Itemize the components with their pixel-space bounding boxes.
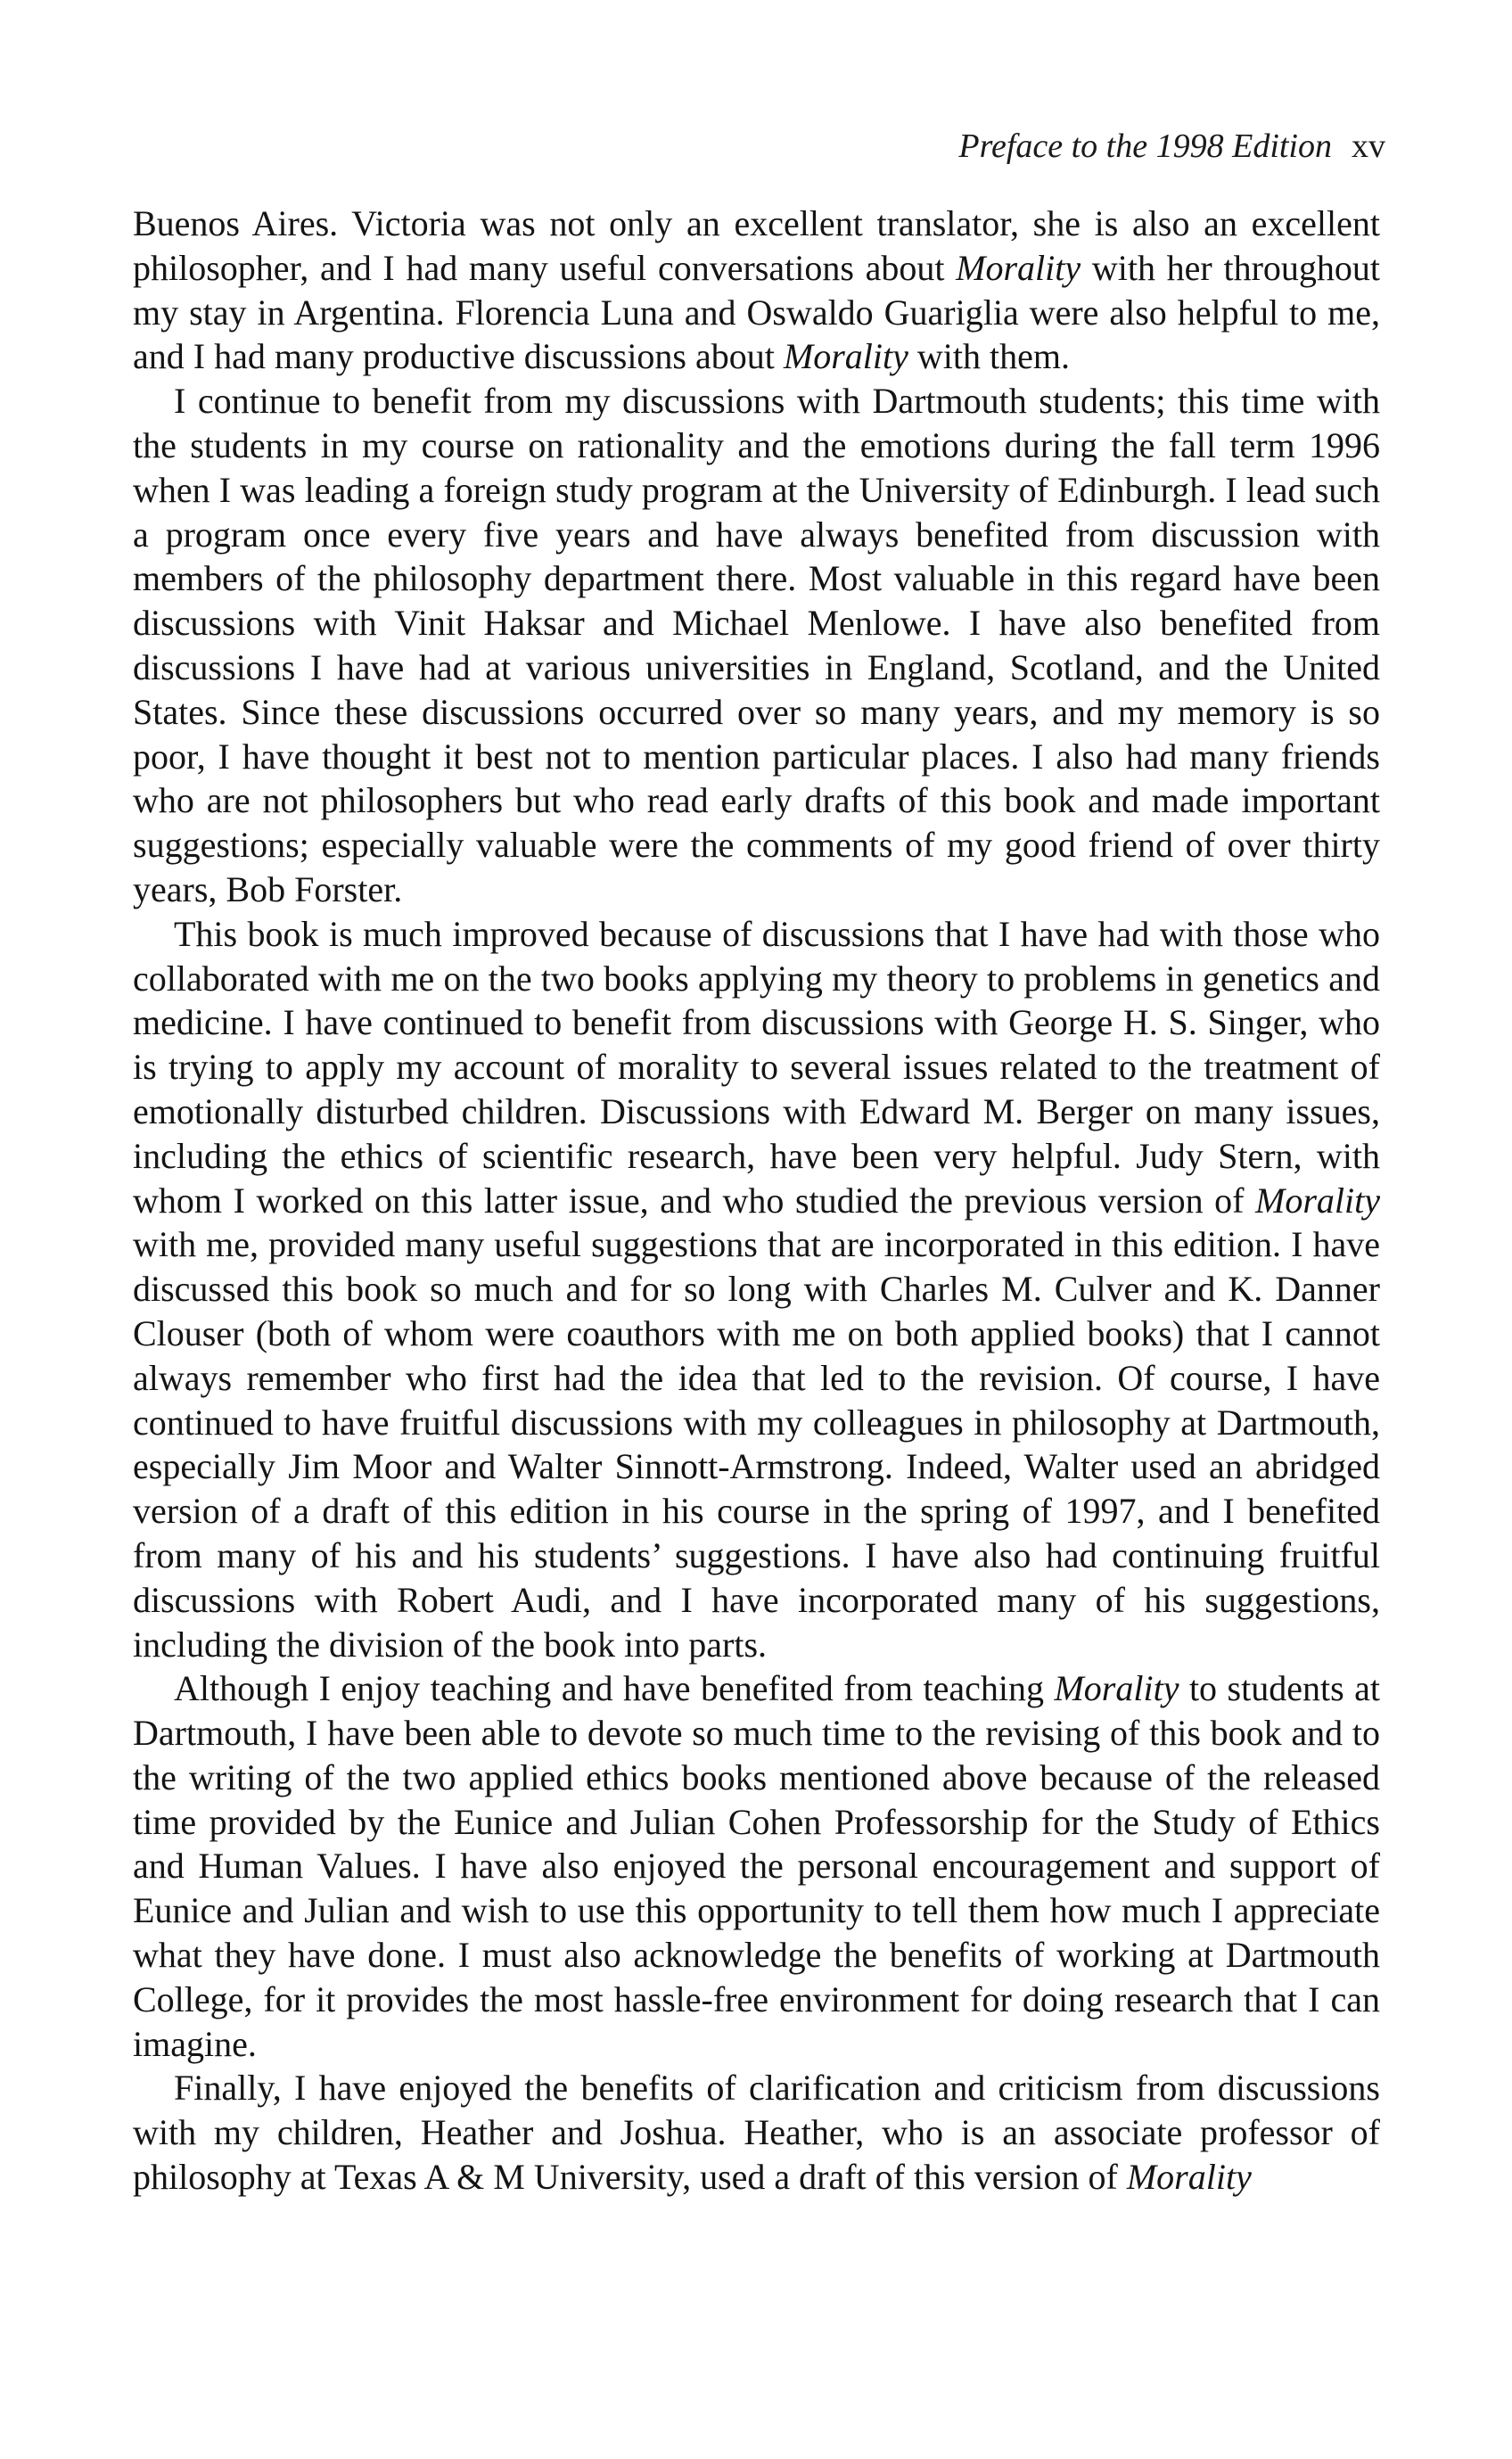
italic-title: Morality [1255,1180,1380,1221]
text-run: to students at Dartmouth, I have been able to devote so much time to the revising of this book and to the writing of the two applied ethics books mentioned above because of the released time provided by the Eunice and Julian Cohen Professorship for the Study of Ethics and Human Values. I have also enjoyed the personal encouragement and support of Eunice and Julian and wish to use this opportunity to tell them how much I appreciate what they have done. I must also acknowledge the benefits of working at Dartmouth College, for it provides the most hassle-free environment for doing research that I can imagine. [133,1668,1380,2064]
body-text [133,201,1380,2200]
paragraph [133,379,1380,912]
text-run: This book is much improved because of discussions that I have had with those who collaborated with me on the two books applying my theory to problems in genetics and medicine. I have continued to benefit from discussions with George H. S. Singer, who is trying to apply my account of morality to several issues related to the treatment of emotionally disturbed children. Discussions with Edward M. Berger on many issues, including the ethics of scientific research, have been very helpful. Judy Stern, with whom I worked on this latter issue, and who studied the previous version of [133,913,1380,1221]
running-head [958,127,1385,166]
italic-title: Morality [956,247,1081,288]
paragraph [133,1666,1380,2066]
text-run: Finally, I have enjoyed the benefits of clarification and criticism from discussions with my children, Heather and Joshua. Heather, who is an associate professor of philosophy at Texas A & M University, used a draft of this version of [133,2068,1380,2198]
text-run: Buenos Aires. Victoria was not only an excellent translator, she is also an excellent philosopher, and I had many useful conversations about [133,203,1380,288]
paragraph [133,201,1380,379]
running-head-title: Preface to the 1998 Edition [958,127,1332,165]
text-run: Although I enjoy teaching and have benefited from teaching [174,1668,1055,1709]
text-run: with me, provided many useful suggestions that are incorporated in this edition. I have discussed this book so much and for so long with Charles M. Culver and K. Danner Clouser (both of whom were coauthors with me on both applied books) that I cannot always remember who first had the idea that led to the revision. Of course, I have continued to have fruitful discussions with my colleagues in philosophy at Dartmouth, especially Jim Moor and Walter Sinnott-Armstrong. Indeed, Walter used an abridged version of a draft of this edition in his course in the spring of 1997, and I benefited from many of his and his students’ suggestions. I have also had continuing fruitful discussions with Robert Audi, and I have incorporated many of his suggestions, including the division of the book into parts. [133,1224,1380,1665]
text-run: with them. [908,336,1070,377]
text-run: with her throughout my stay in Argentina. Florencia Luna and Oswaldo Guariglia were also helpful to me, and I had many productive discussions about [133,247,1381,377]
paragraph [133,2066,1380,2199]
page-number: xv [1352,127,1385,165]
text-run: I continue to benefit from my discussions with Dartmouth students; this time with the students in my course on rationality and the emotions during the fall term 1996 when I was leading a foreign study program at the University of Edinburgh. I lead such a program once every five years and have always benefited from discussion with members of the philosophy department there. Most valuable in this regard have been discussions with Vinit Haksar and Michael Menlowe. I have also benefited from discussions I have had at various universities in England, Scotland, and the United States. Since these discussions occurred over so many years, and my memory is so poor, I have thought it best not to mention particular places. I also had many friends who are not philosophers but who read early drafts of this book and made important suggestions; especially valuable were the comments of my good friend of over thirty years, Bob Forster. [133,381,1380,909]
italic-title: Morality [783,336,908,377]
paragraph [133,912,1380,1667]
italic-title: Morality [1054,1668,1179,1709]
italic-title: Morality [1126,2157,1252,2198]
